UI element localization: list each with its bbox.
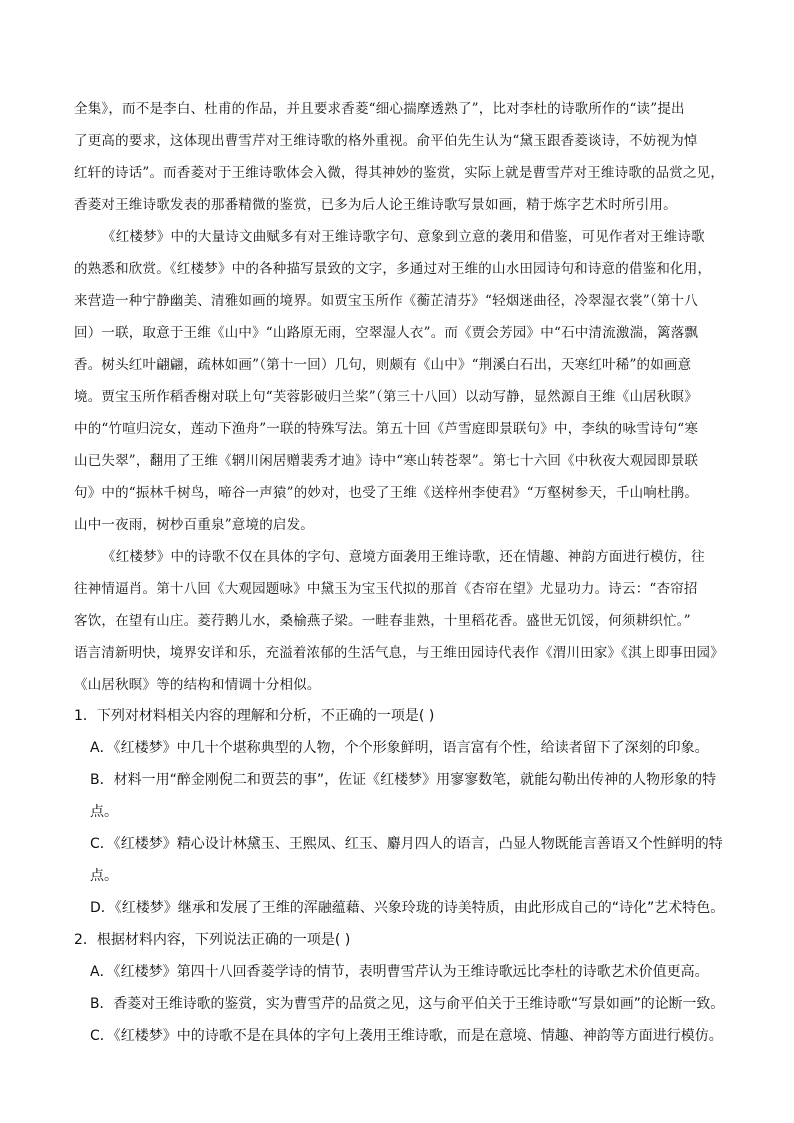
passage-line: 句》中的“振林千树鸟，啼谷一声猿”的妙对，也受了王维《送梓州李使君》“万壑树参天，千山响杜鹃。 [74, 485, 699, 501]
passage-line: 《山居秋暝》等的结构和情调十分相似。 [74, 677, 321, 693]
passage-line: 往神情逼肖。第十八回《大观园题咏》中黛玉为宝玉代拟的那首《杏帘在望》尤显功力。诗云：“杏帘招 [74, 581, 698, 597]
passage-line: 红轩的诗话”。而香菱对于王维诗歌体会入微，得其神妙的鉴赏，实际上就是曹雪芹对王维诗歌的品赏之见， [74, 165, 725, 181]
option-a: A．《红楼梦》中几十个堪称典型的人物，个个形象鲜明，语言富有个性，给读者留下了深刻的印象。 [90, 740, 709, 756]
passage-line: 香。树头红叶翩翩，疏林如画”（第十一回）几句，则颇有《山中》“荆溪白石出，天寒红叶稀”的如画意 [74, 357, 692, 373]
passage-line: 《红楼梦》中的诗歌不仅在具体的字句、意境方面袭用王维诗歌，还在情趣、神韵方面进行模仿，往 [102, 549, 705, 565]
passage-line: 回）一联，取意于王维《山中》“山路原无雨，空翠湿人衣”。而《贾会芳园》中“石中清流激湍，篱落飘 [74, 325, 699, 341]
question-stem: 1．下列对材料相关内容的理解和分析，不正确的一项是( ) [74, 708, 435, 724]
passage-line: 山中一夜雨，树杪百重泉”意境的启发。 [74, 517, 315, 533]
question-stem: 2．根据材料内容，下列说法正确的一项是( ) [74, 932, 351, 948]
option-c: C．《红楼梦》中的诗歌不是在具体的字句上袭用王维诗歌，而是在意境、情趣、神韵等方面进行模仿。 [90, 1028, 723, 1044]
passage-line: 境。贾宝玉所作稻香榭对联上句“芙蓉影破归兰桨”（第三十八回）以动写静，显然源自王维《山居秋暝》 [74, 389, 698, 405]
option-c: C．《红楼梦》精心设计林黛玉、王熙凤、红玉、麝月四人的语言，凸显人物既能言善语又个性鲜明的特 [90, 836, 723, 852]
passage-line: 香菱对王维诗歌发表的那番精微的鉴赏，已多为后人论王维诗歌写景如画，精于炼字艺术时所引用。 [74, 197, 677, 213]
passage-line: 全集》，而不是李白、杜甫的作品，并且要求香菱“细心揣摩透熟了”，比对李杜的诗歌所作的“读”提出 [74, 101, 685, 117]
option-b: B．材料一用“醉金刚倪二和贾芸的事”，佐证《红楼梦》用寥寥数笔，就能勾勒出传神的人物形象的特 [90, 772, 717, 788]
option-c-continued: 点。 [90, 868, 118, 884]
passage-line: 的熟悉和欣赏。《红楼梦》中的各种描写景致的文字，多通过对王维的山水田园诗句和诗意的借鉴和化用， [74, 261, 712, 277]
passage-line: 山已失翠”，翻用了王维《辋川闲居赠裴秀才迪》诗中“寒山转苍翠”。第七十六回《中秋夜大观园即景联 [74, 453, 699, 469]
option-b-continued: 点。 [90, 804, 118, 820]
passage-line: 了更高的要求，这体现出曹雪芹对王维诗歌的格外重视。俞平伯先生认为“黛玉跟香菱谈诗，不妨视为悼 [74, 133, 698, 149]
passage-line: 客饮，在望有山庄。菱荇鹅儿水，桑榆燕子梁。一畦春韭熟，十里稻花香。盛世无饥馁，何须耕织忙。” [74, 613, 691, 629]
passage-line: 中的“竹喧归浣女，莲动下渔舟”一联的特殊写法。第五十回《芦雪庭即景联句》中，李纨的咏雪诗句“寒 [74, 421, 699, 437]
option-d: D．《红楼梦》继承和发展了王维的浑融蕴藉、兴象玲珑的诗美特质，由此形成自己的“诗化”艺术特色。 [90, 900, 725, 916]
passage-line: 来营造一种宁静幽美、清雅如画的境界。如贾宝玉所作《蘅芷清芬》“轻烟迷曲径，冷翠湿衣裳”（第十八 [74, 293, 698, 309]
passage-line: 《红楼梦》中的大量诗文曲赋多有对王维诗歌字句、意象到立意的袭用和借鉴，可见作者对王维诗歌 [102, 229, 705, 245]
passage-line: 语言清新明快，境界安详和乐，充溢着浓郁的生活气息，与王维田园诗代表作《渭川田家》《淇上即事田园》 [74, 645, 724, 661]
option-a: A．《红楼梦》第四十八回香菱学诗的情节，表明曹雪芹认为王维诗歌远比李杜的诗歌艺术价值更高。 [90, 964, 709, 980]
option-b: B．香菱对王维诗歌的鉴赏，实为曹雪芹的品赏之见，这与俞平伯关于王维诗歌“写景如画”的论断一致。 [90, 996, 725, 1012]
